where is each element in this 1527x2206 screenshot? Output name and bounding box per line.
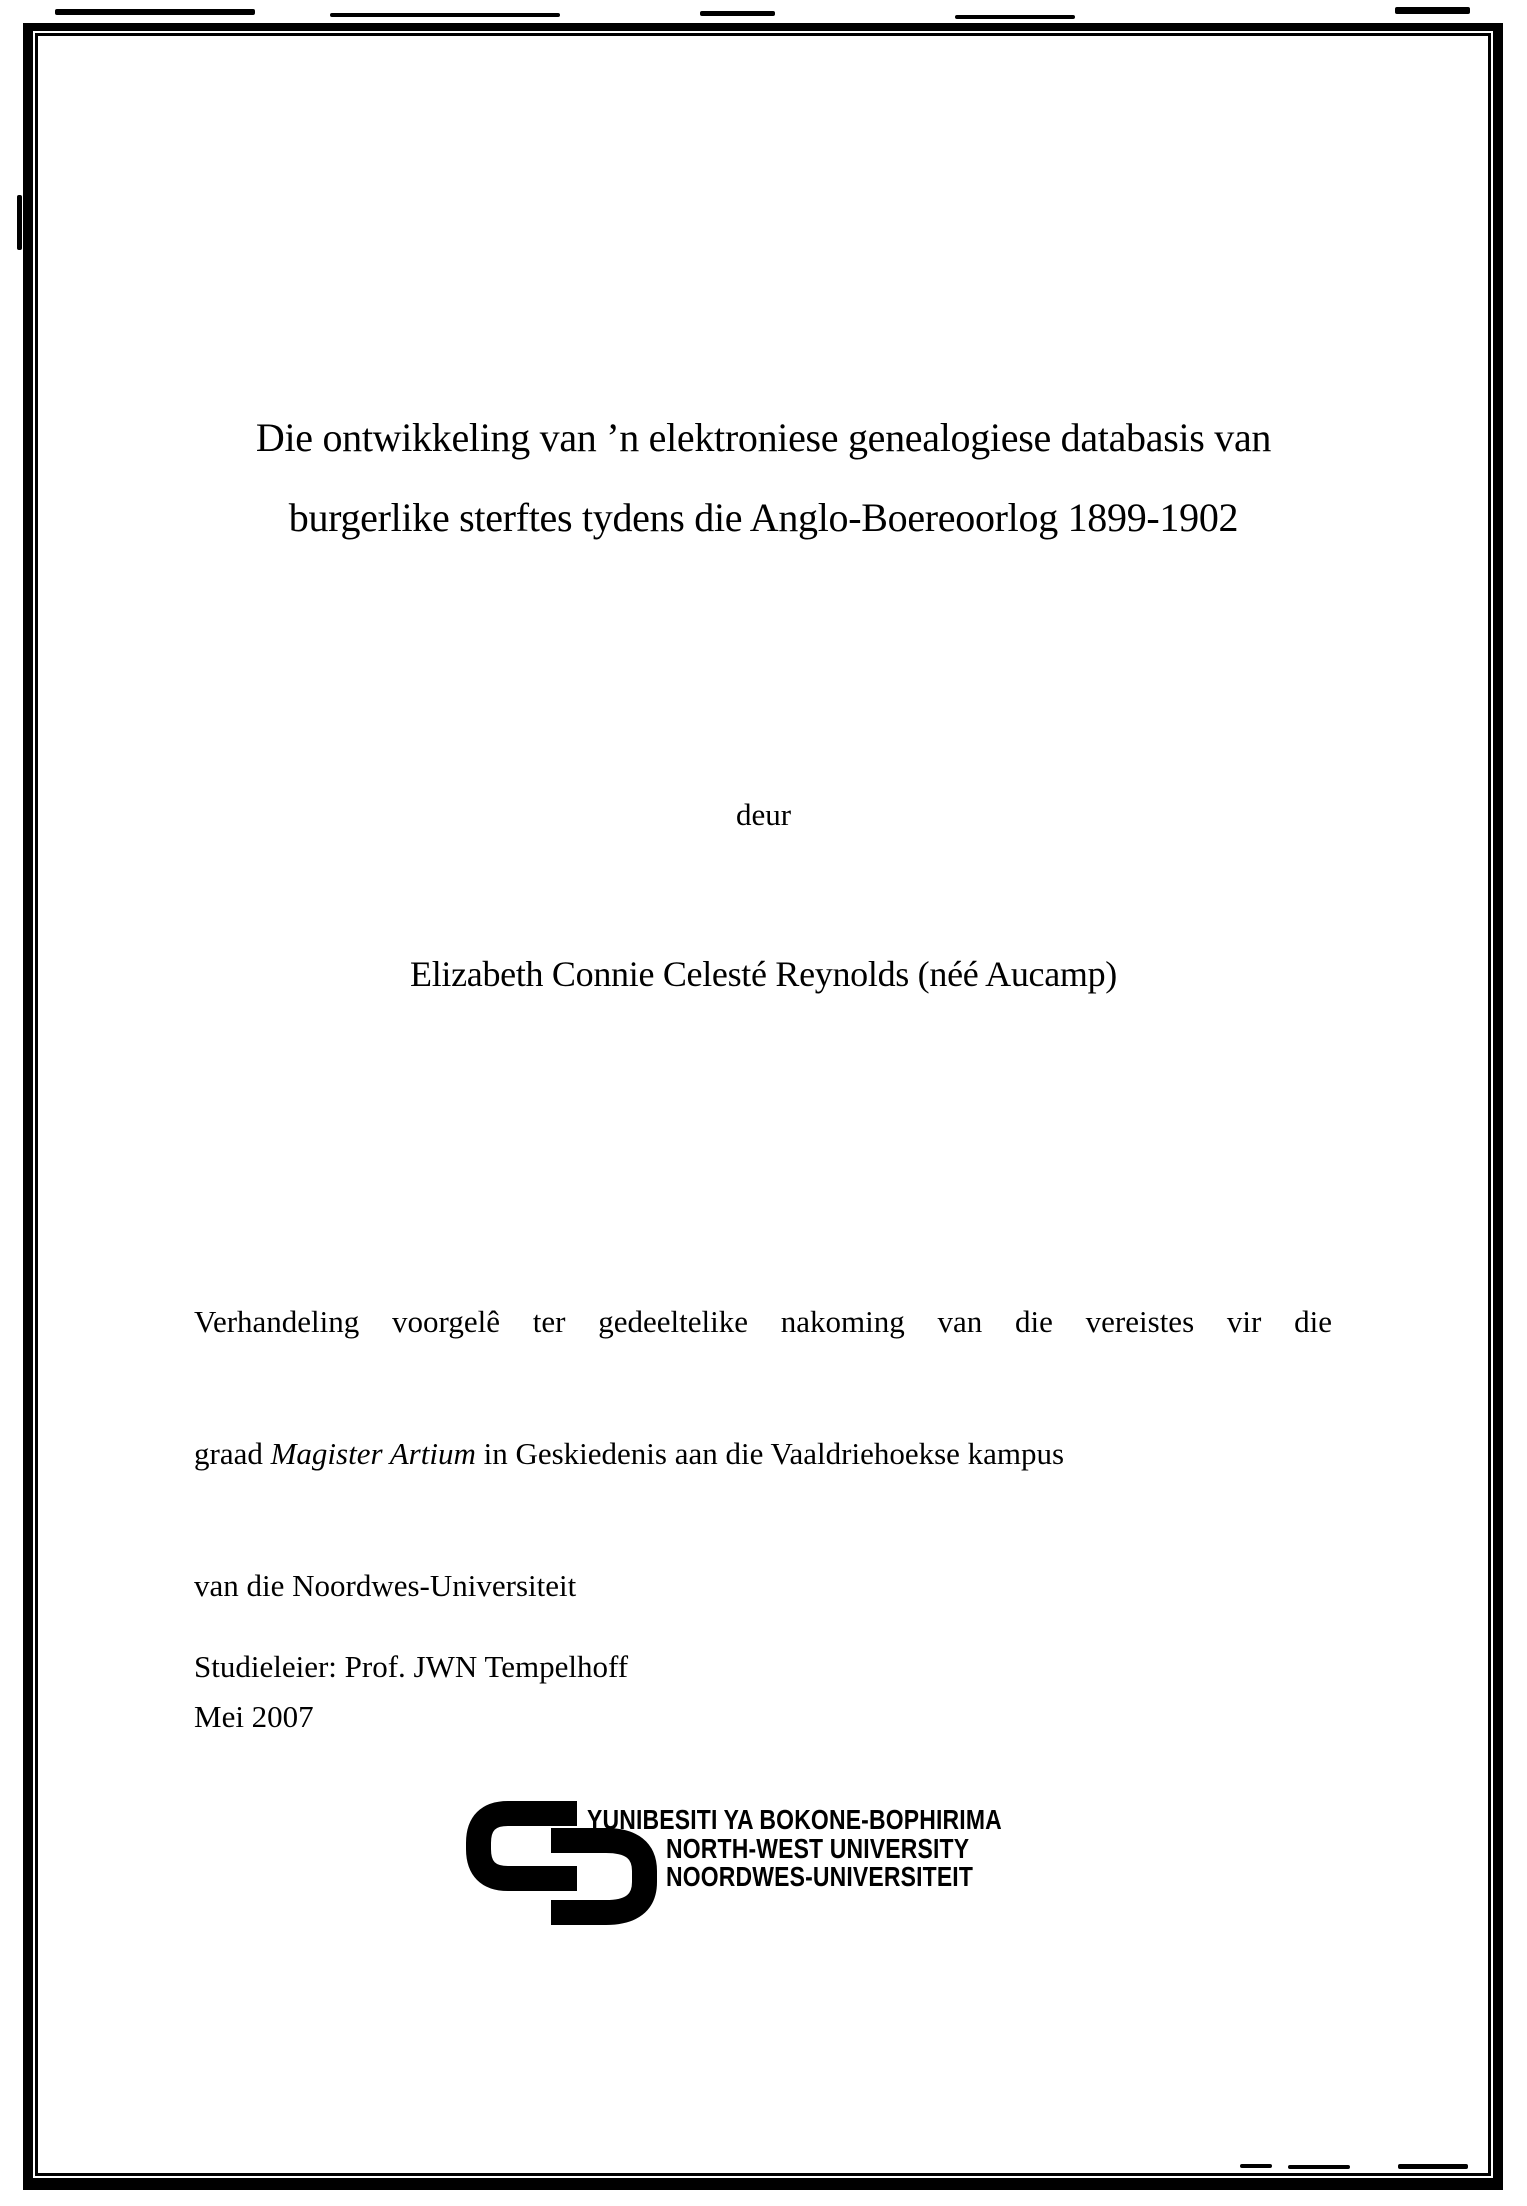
scan-artifact <box>700 11 775 16</box>
thesis-title-line-2: burgerlike sterftes tydens die Anglo-Boereoorlog 1899-1902 <box>288 495 1239 540</box>
scan-artifact <box>17 195 22 250</box>
byline: deur <box>735 797 792 832</box>
scan-artifact <box>330 13 560 17</box>
statement-line-1: Verhandeling voorgelê ter gedeeltelike nakoming van die vereistes vir die <box>194 1304 1332 1339</box>
statement-line-2-post: in Geskiedenis aan die Vaaldriehoekse kampus <box>475 1436 1065 1471</box>
supervisor-line: Studieleier: Prof. JWN Tempelhoff <box>194 1649 629 1684</box>
logo-text-line-1: YUNIBESITI YA BOKONE-BOPHIRIMA <box>587 1804 1002 1835</box>
degree-statement <box>194 1212 1332 1696</box>
statement-line-2 <box>194 1432 1332 1476</box>
statement-line-2-pre: graad <box>194 1436 271 1471</box>
scan-artifact <box>55 9 255 15</box>
magister-artium-italic: Magister Artium <box>270 1436 476 1471</box>
thesis-title <box>0 398 1527 558</box>
date-line: Mei 2007 <box>194 1699 314 1734</box>
logo-text-line-3: NOORDWES-UNIVERSITEIT <box>666 1861 974 1892</box>
logo-text-line-2: NORTH-WEST UNIVERSITY <box>666 1833 970 1864</box>
scan-artifact <box>1395 7 1470 14</box>
scan-artifact <box>955 15 1075 19</box>
supervisor-block <box>194 1642 628 1742</box>
author-name: Elizabeth Connie Celesté Reynolds (néé Aucamp) <box>410 954 1117 994</box>
thesis-title-line-1: Die ontwikkeling van ’n elektroniese genealogiese databasis van <box>255 415 1272 460</box>
statement-line-3: van die Noordwes-Universiteit <box>194 1568 577 1603</box>
